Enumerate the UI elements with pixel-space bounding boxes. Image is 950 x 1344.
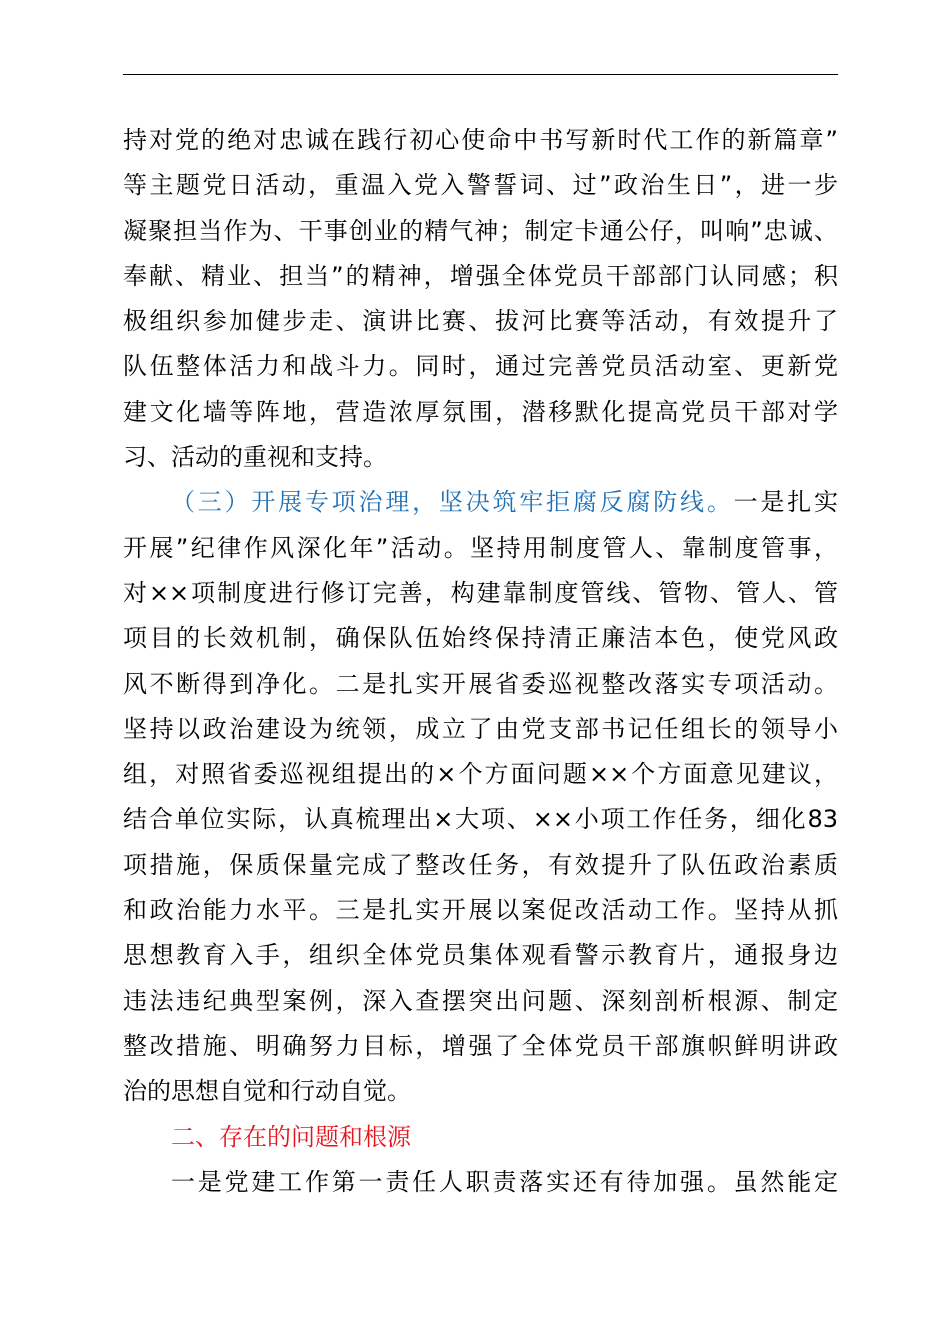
body-line: 一是党建工作第一责任人职责落实还有待加强。虽然能定 — [171, 1167, 838, 1196]
body-line: 治的思想自觉和行动自觉。 — [123, 1077, 411, 1106]
body-line: 坚持以政治建设为统领，成立了由党支部书记任组长的领导小 — [123, 714, 838, 743]
body-line: 思想教育入手，组织全体党员集体观看警示教育片，通报身边 — [123, 941, 838, 970]
body-line: 奉献、精业、担当”的精神，增强全体党员干部部门认同感；积 — [123, 261, 838, 290]
body-line: 项措施，保质保量完成了整改任务，有效提升了队伍政治素质 — [123, 850, 838, 879]
body-line: 组，对照省委巡视组提出的×个方面问题××个方面意见建议， — [123, 760, 838, 789]
body-line: 习、活动的重视和支持。 — [123, 443, 387, 472]
body-line: 结合单位实际，认真梳理出×大项、××小项工作任务，细化83 — [123, 805, 838, 834]
body-line: 和政治能力水平。三是扎实开展以案促改活动工作。坚持从抓 — [123, 896, 838, 925]
document-body — [123, 118, 838, 1205]
body-line: 项目的长效机制，确保队伍始终保持清正廉洁本色，使党风政 — [123, 624, 838, 653]
body-line: 整改措施、明确努力目标，增强了全体党员干部旗帜鲜明讲政 — [123, 1031, 838, 1060]
body-line: 队伍整体活力和战斗力。同时，通过完善党员活动室、更新党 — [123, 352, 838, 381]
body-line: 对××项制度进行修订完善，构建靠制度管线、管物、管人、管 — [123, 578, 838, 607]
body-line: 凝聚担当作为、干事创业的精气神；制定卡通公仔，叫响”忠诚、 — [123, 216, 838, 245]
subheading-line — [123, 480, 838, 525]
body-line: 开展”纪律作风深化年”活动。坚持用制度管人、靠制度管事， — [123, 533, 838, 562]
body-text: 一是扎实 — [733, 488, 838, 517]
section-heading: 二、存在的问题和根源 — [171, 1122, 411, 1151]
body-line: 持对党的绝对忠诚在践行初心使命中书写新时代工作的新篇章” — [123, 126, 838, 154]
body-line: 风不断得到净化。二是扎实开展省委巡视整改落实专项活动。 — [123, 669, 838, 698]
body-line: 极组织参加健步走、演讲比赛、拔河比赛等活动，有效提升了 — [123, 307, 838, 336]
body-line: 违法违纪典型案例，深入查摆突出问题、深刻剖析根源、制定 — [123, 986, 838, 1015]
header-rule — [123, 74, 838, 75]
body-line: 建文化墙等阵地，营造浓厚氛围，潜移默化提高党员干部对学 — [123, 397, 838, 426]
body-line: 等主题党日活动，重温入党入警誓词、过”政治生日”，进一步 — [123, 171, 838, 200]
subheading-three: （三）开展专项治理，坚决筑牢拒腐反腐防线。 — [171, 488, 734, 517]
